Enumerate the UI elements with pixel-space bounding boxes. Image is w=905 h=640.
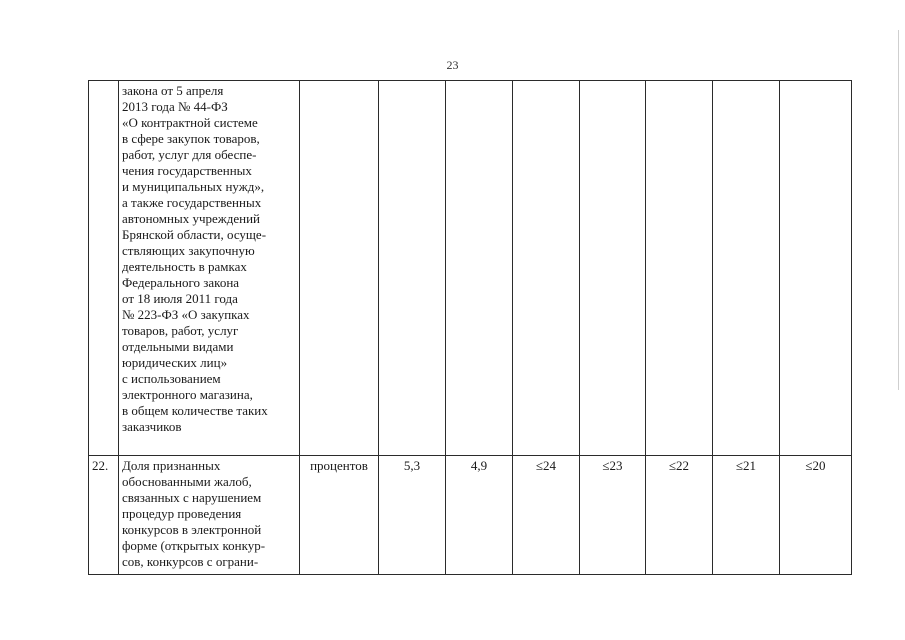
indicator-description: закона от 5 апреля 2013 года № 44-ФЗ «О контрактной системе в сфере закупок товаров, работ, услуг для обеспе- чения государственных и муниципальных нужд», а также государственных автономных учреждений Брянской области, осуще- ствляющих закупочную деятельность в рамках Федерального закона от 18 июля 2011 года № 223-ФЗ «О закупках товаров, работ, услуг отдельными видами юридических лиц» с использованием электронного магазина, в общем количестве таких заказчиков bbox=[119, 81, 300, 456]
row-number-cell bbox=[89, 81, 119, 456]
value-cell-2: 4,9 bbox=[446, 456, 513, 575]
value-cell-6 bbox=[713, 81, 780, 456]
row-number-cell: 22. bbox=[89, 456, 119, 575]
value-cell-2 bbox=[446, 81, 513, 456]
value-cell-3: ≤24 bbox=[513, 456, 580, 575]
unit-cell bbox=[300, 81, 379, 456]
value-cell-1 bbox=[379, 81, 446, 456]
value-cell-4: ≤23 bbox=[580, 456, 646, 575]
value-cell-7: ≤20 bbox=[780, 456, 852, 575]
indicator-description: Доля признанных обоснованными жалоб, связанных с нарушением процедур проведения конкурсов в электронной форме (открытых конкур- сов, конкурсов с ограни- bbox=[119, 456, 300, 575]
value-cell-4 bbox=[580, 81, 646, 456]
indicator-table bbox=[88, 80, 852, 575]
value-cell-5: ≤22 bbox=[646, 456, 713, 575]
page-number: 23 bbox=[446, 58, 459, 72]
value-cell-1: 5,3 bbox=[379, 456, 446, 575]
value-cell-7 bbox=[780, 81, 852, 456]
value-cell-3 bbox=[513, 81, 580, 456]
table-row-continued bbox=[89, 81, 852, 456]
scan-edge-line bbox=[898, 30, 899, 390]
table-row-22 bbox=[89, 456, 852, 575]
value-cell-6: ≤21 bbox=[713, 456, 780, 575]
unit-cell: процентов bbox=[300, 456, 379, 575]
value-cell-5 bbox=[646, 81, 713, 456]
